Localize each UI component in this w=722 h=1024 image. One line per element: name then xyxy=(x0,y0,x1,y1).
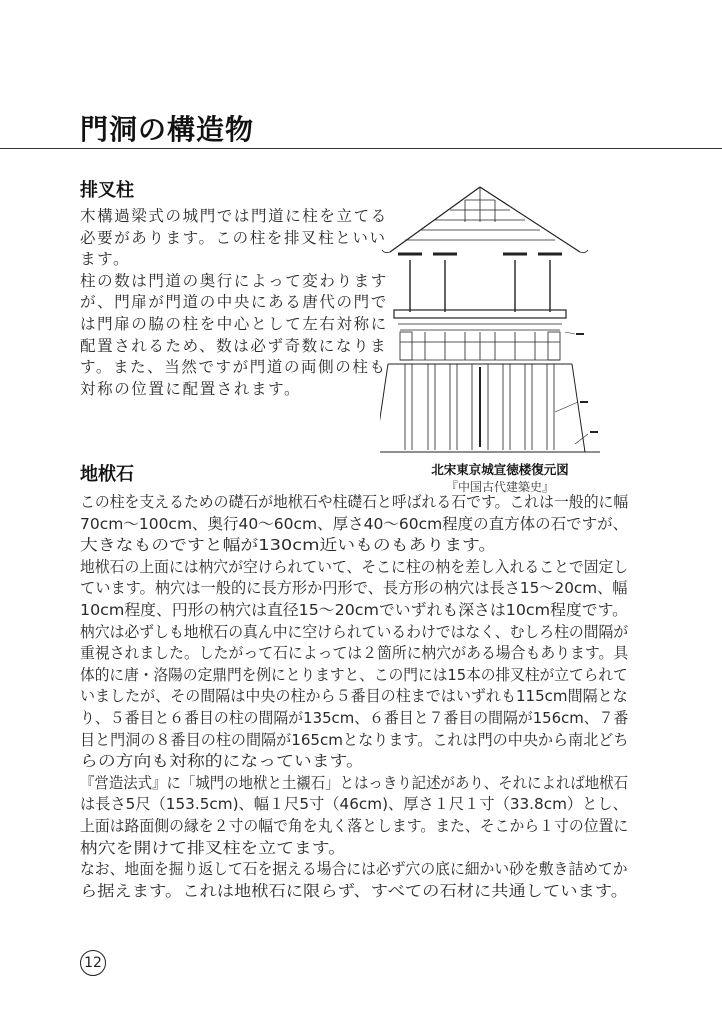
text-line: 上面は路面側の縁を２寸の幅で角を丸く落とします。また、そこから１寸の位置に xyxy=(80,816,629,835)
page-number: 12 xyxy=(80,950,106,976)
text-line: 体的に唐・洛陽の定鼎門を例にとりますと、この門には15本の排叉柱が立てられて xyxy=(80,665,628,684)
text-line: いましたが、その間隔は中央の柱から５番目の柱まではいずれも115cm間隔とな xyxy=(80,687,628,706)
text-line: は門扉の脇の柱を中心として左右対称に xyxy=(80,314,388,333)
text-line: り、５番目と６番目の柱の間隔が135cm、６番目と７番目の間隔が156cm、７番 xyxy=(80,708,629,727)
text-line: は長さ5尺（153.5cm)、幅１尺5寸（46cm)、厚さ１尺１寸（33.8cm）とし、 xyxy=(80,795,628,814)
section-body-jifukuseki xyxy=(80,492,669,902)
text-line: 木構過梁式の城門では門道に柱を立てる xyxy=(80,207,388,225)
gate-tower-illustration xyxy=(380,182,620,457)
section-heading-haisachu: 排叉柱 xyxy=(80,180,134,201)
figure-source: 『中国古代建築史』 xyxy=(445,480,554,494)
text-line: 柱の数は門道の奥行によって変わります xyxy=(80,271,388,290)
text-line: 必要があります。この柱を排叉柱といい xyxy=(80,228,387,247)
text-line: 重視されました。したがって石によっては２箇所に枘穴がある場合もあります。具 xyxy=(80,644,629,663)
text-line: 配置されるため、数は必ず奇数になりま xyxy=(80,336,388,355)
text-line: なお、地面を掘り返して石を据える場合には必ず穴の底に細かい砂を敷き詰めてか xyxy=(80,860,628,879)
figure-caption: 北宋東京城宣徳楼復元図 xyxy=(431,462,569,477)
text-line: 大きなものですと幅が130cm近いものもあります。 xyxy=(80,536,497,555)
text-line: 枘穴を開けて排叉柱を立てます。 xyxy=(80,838,346,857)
title-rule xyxy=(0,148,722,149)
page-title: 門洞の構造物 xyxy=(80,113,255,146)
section-body-haisachu xyxy=(80,206,388,400)
text-line: この柱を支えるための礎石が地栿石や柱礎石と呼ばれる石です。これは一般的に幅 xyxy=(80,493,629,511)
text-line: 10cm程度、円形の枘穴は直径15〜20cmでいずれも深さは10cm程度です。 xyxy=(80,600,629,619)
section-heading-jifukuseki: 地栿石 xyxy=(80,464,134,485)
text-line: が、門扉が門道の中央にある唐代の門で xyxy=(80,293,388,312)
text-line: 枘穴は必ずしも地栿石の真ん中に空けられているわけではなく、むしろ柱の間隔が xyxy=(80,622,629,641)
text-line: す。また、当然ですが門道の両側の柱も xyxy=(80,358,387,377)
text-line: ら据えます。これは地栿石に限らず、すべての石材に共通しています。 xyxy=(80,881,628,900)
text-line: らの方向も対称的になっています。 xyxy=(80,752,364,771)
text-line: 『営造法式』に「城門の地栿と土襯石」とはっきり記述があり、それによれば地栿石 xyxy=(80,773,629,792)
text-line: 地栿石の上面には枘穴が空けられていて、そこに柱の枘を差し入れることで固定し xyxy=(80,557,629,576)
text-line: ます。 xyxy=(80,250,131,269)
text-line: 目と門洞の８番目の柱の間隔が165cmとなります。これは門の中央から南北どち xyxy=(80,730,629,749)
text-line: 対称の位置に配置されます。 xyxy=(80,379,302,398)
text-line: 70cm〜100cm、奥行40〜60cm、厚さ40〜60cm程度の直方体の石ですが、 xyxy=(80,514,629,533)
text-line: ています。枘穴は一般的に長方形か円形で、長方形の枘穴は長さ15〜20cm、幅 xyxy=(80,579,628,598)
